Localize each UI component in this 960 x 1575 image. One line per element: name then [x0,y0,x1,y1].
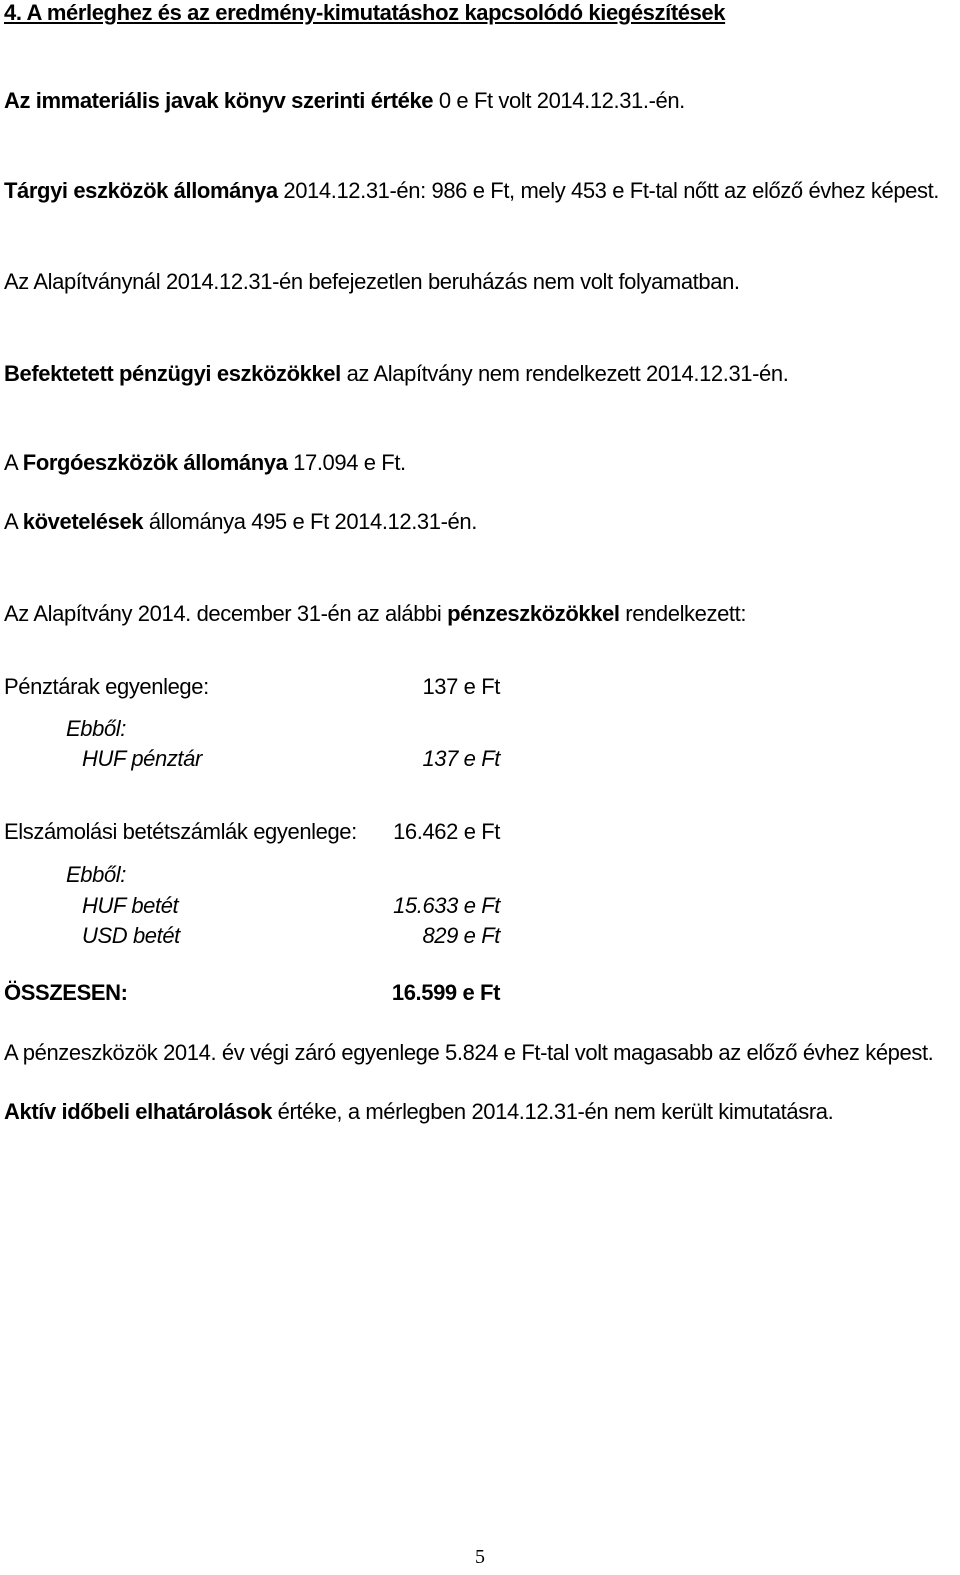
cash-desk-value: 137 e Ft [422,674,500,699]
current-assets-pre: A [4,450,23,475]
intangible-assets-label: Az immateriális javak könyv szerinti értéke [4,88,434,113]
paragraph-closing-balance: A pénzeszközök 2014. év végi záró egyenlege 5.824 e Ft-tal volt magasabb az előző évhez képest. [4,1040,934,1065]
paragraph-receivables [4,509,477,535]
receivables-text: állománya 495 e Ft 2014.12.31-én. [143,509,477,534]
cash-desk-label: Pénztárak egyenlege: [4,674,209,699]
accruals-label: Aktív időbeli elhatárolások [4,1099,272,1124]
paragraph-intangible-assets [4,88,685,114]
settlement-accounts-value: 16.462 e Ft [393,819,500,844]
current-assets-label: Forgóeszközök állománya [22,450,288,475]
paragraph-investments: Az Alapítványnál 2014.12.31-én befejezetlen beruházás nem volt folyamatban. [4,269,740,294]
page-number: 5 [475,1546,485,1568]
intangible-assets-text: 0 e Ft volt 2014.12.31.-én. [433,88,685,113]
financial-assets-label: Befektetett pénzügyi eszközökkel [4,361,341,386]
cash-label: pénzeszközökkel [447,601,620,626]
settlement-accounts-label: Elszámolási betétszámlák egyenlege: [4,819,357,844]
usd-deposit-value: 829 e Ft [422,923,500,948]
paragraph-current-assets [4,450,406,476]
of-which-label-2: Ebből: [66,862,126,887]
huf-cash-desk-value: 137 e Ft [422,746,500,771]
tangible-assets-label: Tárgyi eszközök állománya [4,178,278,203]
huf-deposit-label: HUF betét [82,893,179,918]
financial-assets-text: az Alapítvány nem rendelkezett 2014.12.31-én. [340,361,789,386]
accruals-text: értéke, a mérlegben 2014.12.31-én nem került kimutatásra. [271,1099,834,1124]
current-assets-text: 17.094 e Ft. [287,450,406,475]
paragraph-cash [4,601,746,627]
paragraph-financial-assets [4,361,788,387]
receivables-label: követelések [22,509,144,534]
huf-cash-desk-label: HUF pénztár [82,746,202,771]
total-value: 16.599 e Ft [391,980,500,1005]
receivables-pre: A [4,509,23,534]
cash-text: rendelkezett: [619,601,747,626]
tangible-assets-text: 2014.12.31-én: 986 e Ft, mely 453 e Ft-tal nőtt az előző évhez képest. [277,178,940,203]
of-which-label-1: Ebből: [66,716,126,741]
huf-deposit-value: 15.633 e Ft [393,893,500,918]
section-heading: 4. A mérleghez és az eredmény-kimutatáshoz kapcsolódó kiegészítések [4,0,726,25]
paragraph-accruals [4,1099,833,1125]
usd-deposit-label: USD betét [82,923,180,948]
paragraph-tangible-assets [4,178,939,204]
total-label: ÖSSZESEN: [4,980,128,1005]
cash-pre: Az Alapítvány 2014. december 31-én az alábbi [4,601,448,626]
